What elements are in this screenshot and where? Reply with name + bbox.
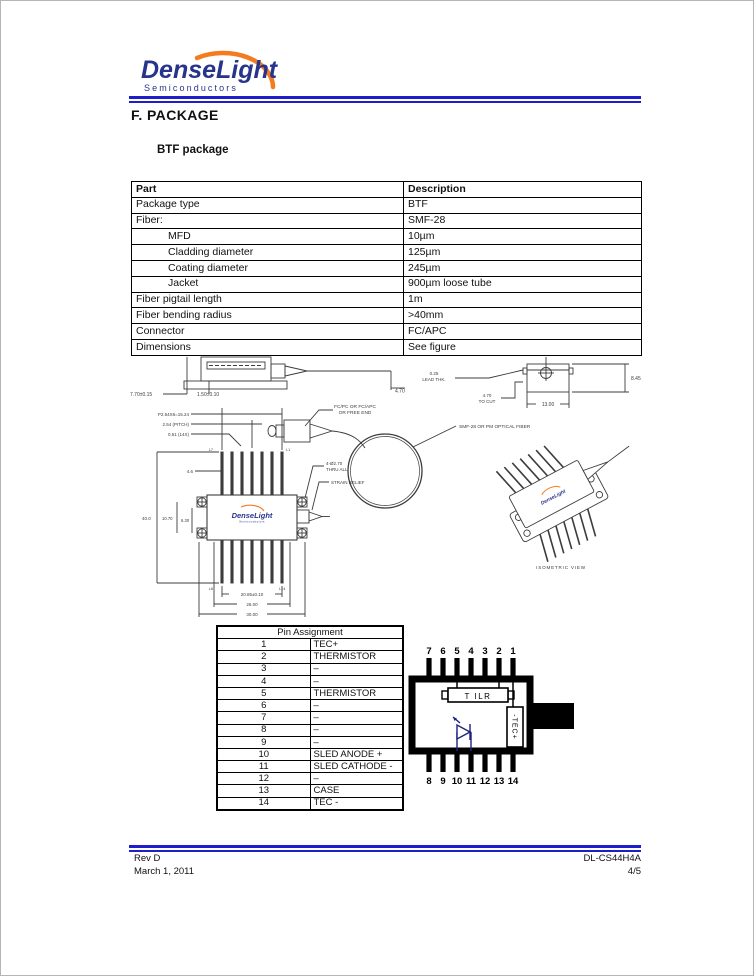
pin-number: 1 bbox=[217, 639, 310, 651]
isometric-view bbox=[488, 411, 651, 570]
svg-text:11: 11 bbox=[465, 776, 477, 787]
pin-row bbox=[217, 748, 403, 760]
pin-function: TEC+ bbox=[310, 639, 403, 651]
pin-row bbox=[217, 761, 403, 773]
table-row bbox=[132, 324, 642, 340]
pin-row bbox=[217, 773, 403, 785]
pin-table-header bbox=[217, 626, 403, 639]
laser-diode-icon bbox=[453, 717, 471, 751]
logo-wordmark: DenseLight bbox=[141, 56, 278, 84]
logo-tagline: Semiconductors bbox=[144, 83, 238, 93]
dim-4-6: 4.6 bbox=[186, 469, 193, 474]
cell-part: Coating diameter bbox=[132, 260, 404, 276]
company-logo bbox=[139, 41, 329, 99]
pin-row bbox=[217, 651, 403, 663]
package-logo-text: DenseLight bbox=[231, 511, 273, 520]
tec-box-label: -TEC+ bbox=[510, 714, 518, 740]
dim-26: 26.00 bbox=[246, 602, 258, 607]
pin-function: – bbox=[310, 675, 403, 687]
cell-desc: BTF bbox=[404, 197, 642, 213]
dim-20-85: 20.85±0.10 bbox=[240, 592, 264, 597]
table-row bbox=[132, 197, 642, 213]
dim-base-height: 1.50±0.10 bbox=[197, 392, 220, 398]
cell-part: Cladding diameter bbox=[132, 245, 404, 261]
svg-text:10: 10 bbox=[451, 776, 463, 787]
pin-row bbox=[217, 785, 403, 797]
pin-function: – bbox=[310, 724, 403, 736]
svg-text:12: 12 bbox=[479, 776, 491, 787]
cell-desc: 245µm bbox=[404, 260, 642, 276]
svg-text:7: 7 bbox=[426, 646, 432, 657]
end-view bbox=[422, 357, 641, 408]
section-title: F. PACKAGE bbox=[131, 107, 219, 123]
cell-part: Fiber: bbox=[132, 213, 404, 229]
cell-desc: 900µm loose tube bbox=[404, 276, 642, 292]
pin-row bbox=[217, 700, 403, 712]
top-view-upper-pins bbox=[221, 452, 283, 495]
revision-label: Rev D bbox=[134, 853, 161, 864]
pin-label-l1: L1 bbox=[286, 448, 291, 452]
thermistor-box-label: T ILR bbox=[464, 692, 492, 701]
fiber-snout bbox=[530, 703, 574, 729]
pin-number: 12 bbox=[217, 773, 310, 785]
iso-view-label: ISOMETRIC VIEW bbox=[536, 565, 586, 570]
connector-label-2: OR FREE END bbox=[338, 411, 372, 416]
dim-end-height: 8.45 bbox=[631, 376, 641, 382]
svg-text:5: 5 bbox=[454, 646, 460, 657]
table-header-row bbox=[132, 182, 642, 198]
pin-function: THERMISTOR bbox=[310, 651, 403, 663]
strain-relief-label: STRAIN RELIEF bbox=[331, 480, 365, 485]
pin-function: – bbox=[310, 773, 403, 785]
pin-assignment-table bbox=[216, 625, 404, 811]
cell-part: Package type bbox=[132, 197, 404, 213]
iso-package-logo: DenseLight bbox=[539, 488, 567, 507]
table-row bbox=[132, 245, 642, 261]
table-row bbox=[132, 276, 642, 292]
cell-desc: See figure bbox=[404, 339, 642, 355]
pin-function: SLED ANODE + bbox=[310, 748, 403, 760]
side-view bbox=[130, 357, 405, 398]
svg-text:2: 2 bbox=[496, 646, 502, 657]
pin-function: – bbox=[310, 736, 403, 748]
pin-number: 10 bbox=[217, 748, 310, 760]
package-spec-table bbox=[131, 181, 642, 356]
cell-desc: 125µm bbox=[404, 245, 642, 261]
pin-function: SLED CATHODE - bbox=[310, 761, 403, 773]
mechanical-drawing bbox=[129, 350, 651, 620]
package-logo bbox=[232, 505, 273, 523]
cell-part: MFD bbox=[132, 229, 404, 245]
pin-diagram-top-labels bbox=[426, 646, 516, 657]
thru-hole-label-2: THRU ALL bbox=[326, 467, 348, 472]
table-row bbox=[132, 229, 642, 245]
pin-row bbox=[217, 712, 403, 724]
pin-number: 8 bbox=[217, 724, 310, 736]
svg-text:6: 6 bbox=[440, 646, 446, 657]
thru-hole-label-1: 4-Ø2.70 bbox=[326, 461, 343, 466]
pin-diagram bbox=[404, 643, 586, 795]
dim-side-height: 7.70±0.15 bbox=[130, 392, 153, 398]
pin-function: THERMISTOR bbox=[310, 687, 403, 699]
cell-part: Dimensions bbox=[132, 339, 404, 355]
pin-number: 3 bbox=[217, 663, 310, 675]
dim-lead-thk-label: LEAD THK. bbox=[422, 377, 446, 382]
subsection-title: BTF package bbox=[157, 144, 229, 156]
pin-number: 4 bbox=[217, 675, 310, 687]
page-number: 4/5 bbox=[627, 865, 641, 877]
dim-fiber-height: 4.70 bbox=[395, 388, 405, 395]
fiber-connector-view bbox=[268, 404, 531, 508]
pin-row bbox=[217, 639, 403, 651]
pin-number: 7 bbox=[217, 712, 310, 724]
dim-40: 40.0 bbox=[142, 516, 151, 521]
pin-row bbox=[217, 797, 403, 810]
cell-part: Fiber bending radius bbox=[132, 308, 404, 324]
pin-row bbox=[217, 687, 403, 699]
cell-part: Fiber pigtail length bbox=[132, 292, 404, 308]
pin-function: TEC - bbox=[310, 797, 403, 810]
cell-part: Connector bbox=[132, 324, 404, 340]
dim-to-cut-value: 4.70 bbox=[482, 393, 492, 398]
pin-number: 5 bbox=[217, 687, 310, 699]
revision-date: March 1, 2011 bbox=[134, 865, 195, 877]
header-rule bbox=[129, 96, 641, 103]
pin-number: 11 bbox=[217, 761, 310, 773]
footer-right bbox=[441, 853, 641, 879]
svg-text:4: 4 bbox=[468, 646, 474, 657]
cell-desc: >40mm bbox=[404, 308, 642, 324]
svg-text:1: 1 bbox=[510, 646, 516, 657]
fiber-type-label: SMF-28 OR PM OPTICAL FIBER bbox=[459, 425, 531, 430]
pin-function: – bbox=[310, 712, 403, 724]
pin-row bbox=[217, 675, 403, 687]
footer-left bbox=[134, 853, 194, 879]
pin-row bbox=[217, 724, 403, 736]
cell-desc: 1m bbox=[404, 292, 642, 308]
dim-end-width: 13.00 bbox=[541, 402, 555, 408]
pin-number: 6 bbox=[217, 700, 310, 712]
pin-function: CASE bbox=[310, 785, 403, 797]
cell-desc: FC/APC bbox=[404, 324, 642, 340]
col-part: Part bbox=[132, 182, 404, 198]
pin-number: 9 bbox=[217, 736, 310, 748]
pin-function: – bbox=[310, 700, 403, 712]
svg-text:3: 3 bbox=[482, 646, 488, 657]
pin-number: 2 bbox=[217, 651, 310, 663]
pin-table-title: Pin Assignment bbox=[217, 626, 403, 639]
package-logo-tagline: Semiconductors bbox=[239, 519, 265, 524]
pin-row bbox=[217, 736, 403, 748]
pin-diagram-bottom-labels bbox=[426, 776, 519, 787]
svg-text:14: 14 bbox=[507, 776, 519, 787]
col-description: Description bbox=[404, 182, 642, 198]
table-row bbox=[132, 213, 642, 229]
dim-30: 30.00 bbox=[246, 612, 258, 617]
pin-label-l14: L14 bbox=[279, 587, 286, 591]
dim-10-70: 10.70 bbox=[162, 516, 173, 521]
pin-row bbox=[217, 663, 403, 675]
top-view-lower-pins bbox=[221, 540, 283, 583]
pin-number: 13 bbox=[217, 785, 310, 797]
pin-label-l7: L7 bbox=[208, 448, 213, 452]
pin-function: – bbox=[310, 663, 403, 675]
top-view bbox=[142, 408, 365, 617]
dim-lead-thk-value: 0.25 bbox=[429, 371, 439, 376]
connector-label-1: FC/PC OR FC/APC bbox=[334, 405, 376, 410]
svg-text:9: 9 bbox=[440, 776, 446, 787]
dim-6-30: 6.30 bbox=[181, 518, 190, 523]
dim-pin-pitch: 2.54 (PITCH) bbox=[162, 422, 189, 427]
table-row bbox=[132, 260, 642, 276]
dim-pin-span: P2.54X6=15.24 bbox=[157, 412, 189, 417]
document-number: DL-CS44H4A bbox=[583, 853, 641, 864]
svg-text:8: 8 bbox=[426, 776, 432, 787]
cell-desc: 10µm bbox=[404, 229, 642, 245]
dim-to-cut-label: TO CUT bbox=[478, 399, 496, 404]
dim-pin-width: 0.51 (14X) bbox=[167, 432, 189, 437]
cell-desc: SMF-28 bbox=[404, 213, 642, 229]
footer-rule bbox=[129, 845, 641, 852]
table-row bbox=[132, 308, 642, 324]
cell-part: Jacket bbox=[132, 276, 404, 292]
svg-text:13: 13 bbox=[493, 776, 505, 787]
pin-label-l8: L8 bbox=[208, 587, 213, 591]
pin-number: 14 bbox=[217, 797, 310, 810]
table-row bbox=[132, 292, 642, 308]
